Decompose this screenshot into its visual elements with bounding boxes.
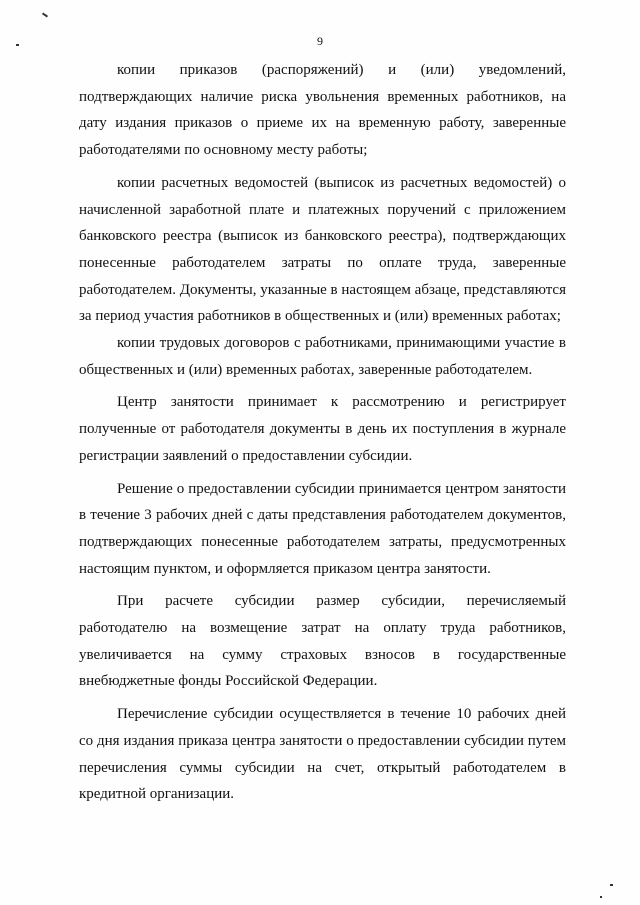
page-number: 9 xyxy=(317,34,323,48)
paragraph-transfer: Перечисление субсидии осуществляется в течение 10 рабочих дней со дня издания приказа центра занятости о предоставлении субсидии путем перечисления суммы субсидии на счет, открытый работодателем в кредитной организации. xyxy=(79,706,566,803)
paragraph-order-copies: копии приказов (распоряжений) и (или) уведомлений, подтверждающих наличие риска увольнения временных работников, на дату издания приказов о приеме их на временную работу, заверенные работодателями по основному месту работы; xyxy=(79,62,566,159)
scan-speck xyxy=(42,12,48,17)
document-body xyxy=(79,57,566,808)
paragraph-registration: Центр занятости принимает к рассмотрению и регистрирует полученные от работодателя документы в день их поступления в журнале регистрации заявлений о предоставлении субсидии. xyxy=(79,394,566,464)
paragraph-payroll-copies: копии расчетных ведомостей (выписок из расчетных ведомостей) о начисленной заработной плате и платежных поручений с приложением банковского реестра (выписок из банковского реестра), подтверждающих понесенные работодателем затраты по оплате труда, заверенные работодателем. Документы, указанные в настоящем абзаце, представляются за период участия работников в общественных и (или) временных работах; xyxy=(79,174,566,325)
paragraph-decision: Решение о предоставлении субсидии принимается центром занятости в течение 3 рабочих дней с даты представления работодателем документов, подтверждающих понесенные работодателем затраты, предусмотренных настоящим пунктом, и оформляется приказом центра занятости. xyxy=(79,480,566,577)
scan-speck xyxy=(600,896,602,898)
scan-speck xyxy=(610,884,613,886)
paragraph-calculation: При расчете субсидии размер субсидии, перечисляемый работодателю на возмещение затрат на оплату труда работников, увеличивается на сумму страховых взносов в государственные внебюджетные фонды Российской Федерации. xyxy=(79,593,566,690)
paragraph-labor-contracts: копии трудовых договоров с работниками, принимающими участие в общественных и (или) временных работах, заверенные работодателем. xyxy=(79,335,566,378)
